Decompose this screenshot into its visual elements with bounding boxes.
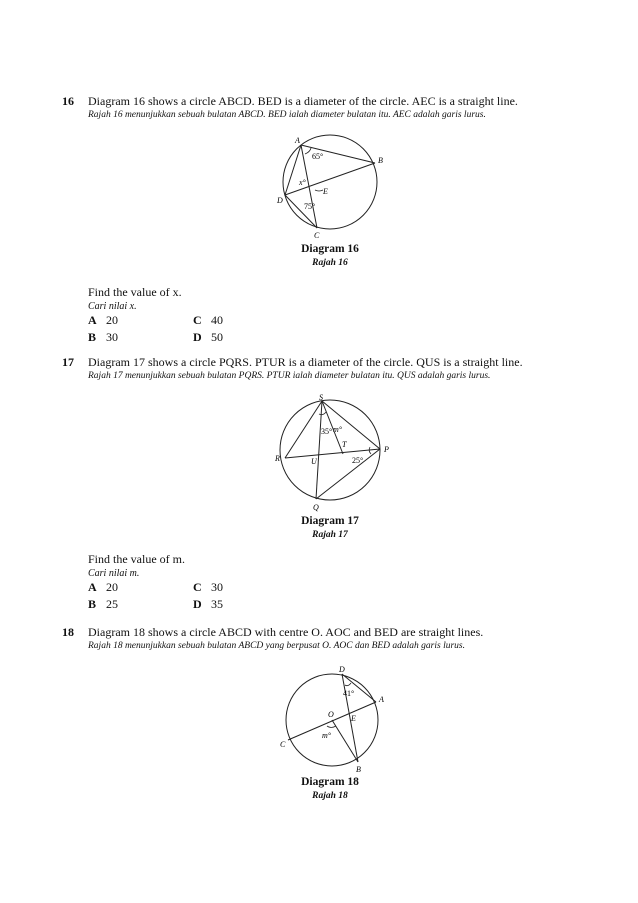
angle-35: 35° (321, 427, 333, 436)
option-c[interactable]: C 30 (193, 580, 223, 594)
angle-65: 65° (312, 152, 324, 161)
label-e: E (351, 714, 356, 723)
diagram-18 (276, 664, 388, 776)
diagram-caption-ms: Rajah 17 (312, 530, 348, 540)
question-text-ms: Rajah 16 menunjukkan sebuah bulatan ABCD. BED ialah diameter bulatan itu. AEC adalah garis lurus. (88, 110, 486, 120)
diagram-caption-en: Diagram 16 (301, 243, 359, 255)
prompt-en: Find the value of x. (88, 285, 182, 299)
label-d: D (339, 665, 345, 674)
angle-75: 75° (304, 202, 316, 211)
label-s: S (319, 393, 323, 402)
angle-m: m° (333, 425, 342, 434)
angle-25: 25° (352, 456, 364, 465)
label-t: T (342, 440, 347, 449)
label-b: B (356, 765, 361, 774)
option-d[interactable]: D 35 (193, 597, 223, 611)
diagram-caption-en: Diagram 18 (301, 776, 359, 788)
label-r: R (275, 454, 280, 463)
label-c: C (314, 231, 320, 240)
label-u: U (311, 457, 317, 466)
question-number: 18 (62, 625, 74, 639)
option-a[interactable]: A 20 (88, 313, 118, 327)
diagram-caption-en: Diagram 17 (301, 515, 359, 527)
prompt-ms: Cari nilai x. (88, 301, 137, 312)
label-c: C (280, 740, 286, 749)
question-text-ms: Rajah 18 menunjukkan sebuah bulatan ABCD yang berpusat O. AOC dan BED adalah garis lurus. (88, 641, 465, 651)
prompt-ms: Cari nilai m. (88, 568, 140, 579)
option-d[interactable]: D 50 (193, 330, 223, 344)
label-q: Q (313, 503, 319, 512)
label-b: B (378, 156, 383, 165)
angle-m: m° (322, 731, 331, 740)
diagram-17 (268, 392, 398, 516)
label-d: D (277, 196, 283, 205)
option-a[interactable]: A 20 (88, 580, 118, 594)
question-number: 17 (62, 355, 74, 369)
diagram-caption-ms: Rajah 16 (312, 258, 348, 268)
label-a: A (295, 136, 300, 145)
question-number: 16 (62, 94, 74, 108)
diagram-caption-ms: Rajah 18 (312, 791, 348, 801)
option-b[interactable]: B 25 (88, 597, 118, 611)
option-c[interactable]: C 40 (193, 313, 223, 327)
label-a: A (379, 695, 384, 704)
angle-x: x° (299, 178, 306, 187)
label-p: P (384, 445, 389, 454)
question-text-en: Diagram 18 shows a circle ABCD with centre O. AOC and BED are straight lines. (88, 625, 484, 639)
prompt-en: Find the value of m. (88, 552, 185, 566)
question-text-ms: Rajah 17 menunjukkan sebuah bulatan PQRS. PTUR ialah diameter bulatan itu. QUS adalah garis lurus. (88, 371, 491, 381)
label-e: E (323, 187, 328, 196)
option-b[interactable]: B 30 (88, 330, 118, 344)
question-text-en: Diagram 17 shows a circle PQRS. PTUR is a diameter of the circle. QUS is a straight line. (88, 355, 523, 369)
question-text-en: Diagram 16 shows a circle ABCD. BED is a diameter of the circle. AEC is a straight line. (88, 94, 518, 108)
diagram-16 (275, 132, 395, 242)
angle-41: 41° (343, 689, 355, 698)
label-o: O (328, 710, 334, 719)
